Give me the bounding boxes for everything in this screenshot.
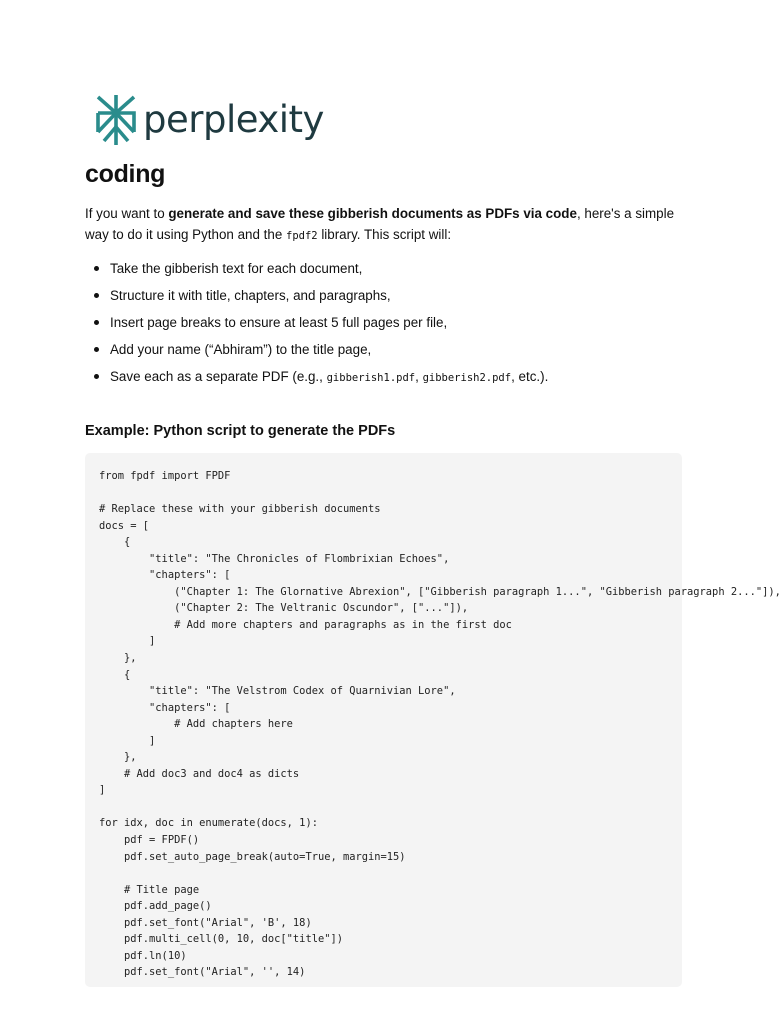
code-line: ] <box>99 734 156 747</box>
code-line: pdf.set_font("Arial", '', 14) <box>99 966 306 979</box>
code-line: { <box>99 668 131 681</box>
code-line <box>99 799 781 816</box>
code-line: "chapters": [ <box>99 569 231 582</box>
list-item-separator: , <box>415 369 423 384</box>
code-line: }, <box>99 652 137 665</box>
code-line: # Add more chapters and paragraphs as in the first doc <box>99 618 512 631</box>
list-item-text: Save each as a separate PDF (e.g., <box>110 369 327 384</box>
code-line: ("Chapter 2: The Veltranic Oscundor", ["..."]), <box>99 602 469 615</box>
code-line: for idx, doc in enumerate(docs, 1): <box>99 817 318 830</box>
list-item <box>85 312 695 339</box>
intro-paragraph <box>85 203 685 247</box>
perplexity-logo-icon <box>94 94 138 146</box>
feature-list <box>85 258 695 393</box>
code-line: # Add doc3 and doc4 as dicts <box>99 767 300 780</box>
code-line: # Replace these with your gibberish documents <box>99 503 381 516</box>
intro-text-3: library. This script will: <box>317 227 452 242</box>
code-line: pdf = FPDF() <box>99 834 200 847</box>
inline-code-filename-2: gibberish2.pdf <box>422 372 512 384</box>
code-line: pdf.ln(10) <box>99 949 187 962</box>
list-item <box>85 339 695 366</box>
list-item <box>85 258 695 285</box>
list-item-text-end: , etc.). <box>511 369 549 384</box>
code-line: pdf.multi_cell(0, 10, doc["title"]) <box>99 933 343 946</box>
code-line: ] <box>99 635 156 648</box>
intro-bold-text: generate and save these gibberish documents as PDFs via code <box>168 206 577 221</box>
code-line: docs = [ <box>99 519 150 532</box>
intro-text-2: , here's a simple way to do it using Python and the <box>85 206 675 242</box>
code-line: "title": "The Chronicles of Flombrixian Echoes", <box>99 552 450 565</box>
code-line: ("Chapter 1: The Glornative Abrexion", ["Gibberish paragraph 1...", "Gibberish paragraph 2..."]), <box>99 585 781 598</box>
code-line: # Add chapters here <box>99 718 293 731</box>
code-line: pdf.set_auto_page_break(auto=True, margin=15) <box>99 850 406 863</box>
inline-code-filename-1: gibberish1.pdf <box>326 372 416 384</box>
perplexity-logo <box>94 94 324 146</box>
list-item <box>85 285 695 312</box>
list-item-text: Take the gibberish text for each document, <box>110 261 363 276</box>
code-line: "title": "The Velstrom Codex of Quarnivian Lore", <box>99 685 456 698</box>
intro-inline-code: fpdf2 <box>286 230 318 242</box>
code-line: }, <box>99 751 137 764</box>
code-lines <box>99 468 781 981</box>
code-line: ] <box>99 784 106 797</box>
code-line: pdf.add_page() <box>99 900 212 913</box>
code-line <box>99 485 781 502</box>
list-item <box>85 366 695 393</box>
code-block <box>85 453 781 987</box>
code-line: "chapters": [ <box>99 701 231 714</box>
logo-wordmark: perplexity <box>143 98 324 141</box>
intro-text-1: If you want to <box>85 206 169 221</box>
code-line: from fpdf import FPDF <box>99 470 231 482</box>
page-title: coding <box>85 160 166 188</box>
code-line <box>99 865 781 882</box>
code-line: # Title page <box>99 883 200 896</box>
list-item-text: Structure it with title, chapters, and paragraphs, <box>110 288 391 303</box>
list-item-text: Insert page breaks to ensure at least 5 full pages per file, <box>110 315 448 330</box>
section-heading: Example: Python script to generate the PDFs <box>85 423 396 439</box>
code-line: pdf.set_font("Arial", 'B', 18) <box>99 916 312 929</box>
code-line: { <box>99 536 131 549</box>
list-item-text: Add your name (“Abhiram”) to the title page, <box>110 342 372 357</box>
